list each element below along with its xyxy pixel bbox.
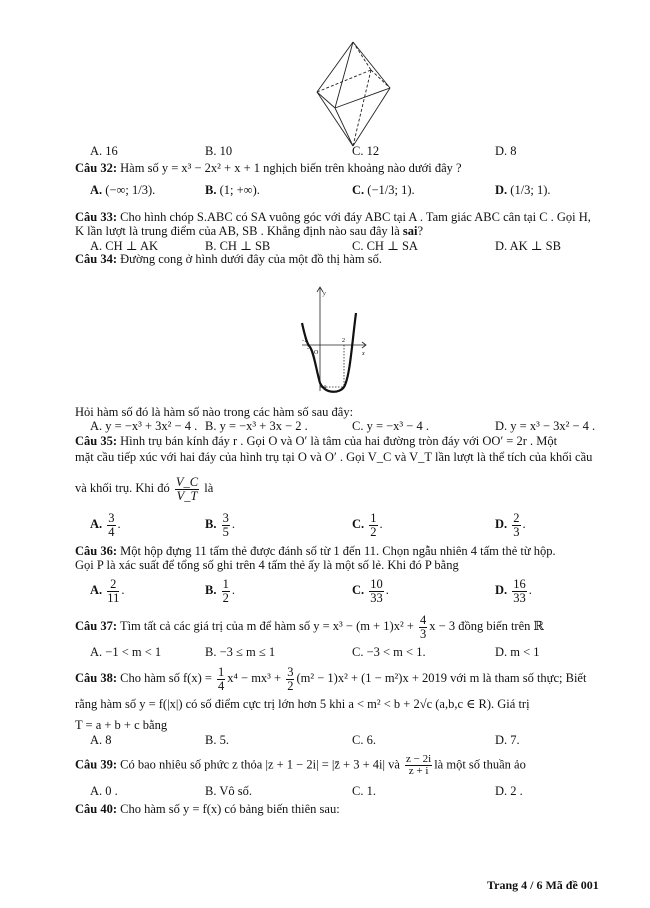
q39-text-pre: Có bao nhiêu số phức z thỏa |z + 1 − 2i| = |z̄ + 3 + 4i| và <box>120 757 400 772</box>
q35-line3-pre: và khối trụ. Khi đó <box>75 480 170 495</box>
q33-line2-post: ? <box>417 224 424 238</box>
q37-stem <box>75 614 544 640</box>
q33-line2-bold: sai <box>402 224 418 238</box>
q36-a-num: 2 <box>107 578 119 592</box>
q35-a-den: 4 <box>108 524 115 539</box>
q37-choice-d: D. m < 1 <box>495 645 540 659</box>
q37-frac-num: 4 <box>420 613 427 627</box>
q35-line3 <box>75 476 213 502</box>
q35-b-frac <box>222 512 230 538</box>
q33-label: Câu 33: <box>75 210 118 224</box>
q38-choice-c: C. 6. <box>352 733 376 747</box>
q39-choice-b: B. Vô số. <box>205 784 253 798</box>
q34-o-label: O <box>314 350 319 356</box>
q39-label: Câu 39: <box>75 757 118 772</box>
q39-choice-d: D. 2 . <box>495 784 523 798</box>
q35-d-den: 3 <box>513 524 520 539</box>
q32-c-text: (−1/3; 1). <box>367 183 415 197</box>
q35-a-num: 3 <box>108 511 115 525</box>
q36-c-num: 10 <box>370 577 383 591</box>
q35-c-num: 1 <box>370 511 377 525</box>
q31-choice-d <box>495 144 517 159</box>
q35-line1 <box>75 434 557 449</box>
q31-choice-a-text: A. 16 <box>90 144 118 158</box>
q32-d-letter: D. <box>495 183 508 197</box>
q32-choice-a <box>90 183 155 198</box>
q36-d-letter: D. <box>495 582 508 597</box>
q35-line3-post: là <box>204 480 214 495</box>
q35-c-frac <box>369 512 377 538</box>
q34-choice-d: D. y = x³ − 3x² − 4 . <box>495 419 596 433</box>
q37-frac <box>419 614 427 640</box>
q36-d-frac <box>512 578 527 604</box>
q35-d-frac <box>512 512 520 538</box>
q35-d-num: 2 <box>513 511 520 525</box>
q39-frac-num: z − 2i <box>406 753 432 765</box>
q36-d-den: 33 <box>513 590 526 605</box>
q31-choice-c-text: C. 12 <box>352 144 380 158</box>
q39-frac-den: z + i <box>408 765 429 777</box>
q34-label: Câu 34: <box>75 252 118 266</box>
q38-f1-num: 1 <box>218 665 225 679</box>
q38-choice-a: A. 8 <box>90 733 112 747</box>
q38-label: Câu 38: <box>75 670 118 685</box>
q35-c-letter: C. <box>352 516 365 531</box>
q37-text-pre: Tìm tất cả các giá trị của m để hàm số y = x³ − (m + 1)x² + <box>119 618 414 633</box>
q32-stem <box>75 161 462 176</box>
q36-d-num: 16 <box>513 577 526 591</box>
q32-a-text: (−∞; 1/3). <box>105 183 156 197</box>
q33-choice-b: B. CH ⊥ SB <box>205 239 271 253</box>
q35-c-den: 2 <box>370 524 377 539</box>
q38-frac2 <box>286 666 294 692</box>
q32-label: Câu 32: <box>75 161 118 175</box>
q35-choice-a: A. $\frac{3}{4}$ . <box>90 511 121 539</box>
q36-a-den: 11 <box>107 590 120 605</box>
q37-label: Câu 37: <box>75 618 118 633</box>
q38-line2: rằng hàm số y = f(|x|) có số điểm cực trị lớn hơn 5 khi a < m² < b + 2√c (a,b,c ∈ R). Giá trị <box>75 697 530 711</box>
q33-line2-pre: K lần lượt là trung điểm của AB, SB . Khẳng định nào sau đây là <box>75 224 403 238</box>
q38-choice-b: B. 5. <box>205 733 229 747</box>
q34-neg4-label: -4 <box>321 385 326 391</box>
q36-b-frac <box>222 578 230 604</box>
q40-text: Cho hàm số y = f(x) có bảng biến thiên sau: <box>120 802 340 816</box>
q36-b-den: 2 <box>222 590 229 605</box>
q36-label: Câu 36: <box>75 544 118 558</box>
q37-choice-c: C. −3 < m < 1. <box>352 645 426 659</box>
q36-line1 <box>75 544 556 559</box>
q35-text-line1: Hình trụ bán kính đáy r . Gọi O và O′ là tâm của hai đường tròn đáy với OO′ = 2r . Một <box>120 434 558 448</box>
q36-c-frac <box>369 578 384 604</box>
q31-choice-a <box>90 144 118 159</box>
q37-choice-b: B. −3 ≤ m ≤ 1 <box>205 645 276 659</box>
q40-label: Câu 40: <box>75 802 118 816</box>
q35-b-letter: B. <box>205 516 217 531</box>
q32-b-letter: B. <box>205 183 217 197</box>
q33-line2 <box>75 224 423 239</box>
q38-f1-den: 4 <box>218 678 225 693</box>
q34-x-label: x <box>362 351 365 357</box>
q34-two-label: 2 <box>342 338 345 344</box>
q35-a-frac <box>107 512 115 538</box>
q36-choice-b: B. $\frac{1}{2}$ . <box>205 577 235 605</box>
q39-text-post: là một số thuần ảo <box>434 757 526 772</box>
q36-line2: Gọi P là xác suất để tổng số ghi trên 4 tấm thẻ ấy là một số lẻ. Khi đó P bằng <box>75 558 459 572</box>
q32-b-text: (1; +∞). <box>219 183 260 197</box>
q36-a-frac <box>107 578 119 604</box>
q33-text-line1: Cho hình chóp S.ABC có SA vuông góc với đáy ABC tại A . Tam giác ABC cân tại C . Gọi H, <box>120 210 591 224</box>
q37-choice-a: A. −1 < m < 1 <box>90 645 162 659</box>
q35-ratio-den: V_T <box>176 488 198 503</box>
q40-stem <box>75 802 340 817</box>
q35-choice-b: B. $\frac{3}{5}$ . <box>205 511 235 539</box>
q38-frac1 <box>217 666 225 692</box>
q35-line2: mặt cầu tiếp xúc với hai đáy của hình trụ tại O và O′ . Gọi V_C và V_T lần lượt là thể tích của khối cầu <box>75 450 593 464</box>
q32-a-letter: A. <box>90 183 103 197</box>
q39-choice-a: A. 0 . <box>90 784 118 798</box>
q34-choice-a: A. y = −x³ + 3x² − 4 . <box>90 419 198 433</box>
q38-choice-d: D. 7. <box>495 733 520 747</box>
q35-b-num: 3 <box>222 511 229 525</box>
q38-line3: T = a + b + c bằng <box>75 718 168 732</box>
q35-choice-c: C. $\frac{1}{2}$ . <box>352 511 383 539</box>
q32-choice-b <box>205 183 260 198</box>
q34-choice-c: C. y = −x³ − 4 . <box>352 419 429 433</box>
q35-ratio-fraction <box>175 476 199 502</box>
q35-label: Câu 35: <box>75 434 118 448</box>
q32-c-letter: C. <box>352 183 365 197</box>
q39-frac <box>405 754 432 777</box>
q38-f2-num: 3 <box>287 665 294 679</box>
q35-a-letter: A. <box>90 516 103 531</box>
q33-line1 <box>75 210 591 225</box>
q38-line1-mid: x⁴ − mx³ + <box>227 670 282 685</box>
q38-line1-pre: Cho hàm số f(x) = <box>120 670 212 685</box>
q38-line1 <box>75 666 586 692</box>
q36-choice-a: A. $\frac{2}{11}$ . <box>90 577 125 605</box>
octahedron-figure <box>305 40 400 150</box>
q32-choice-d <box>495 183 551 198</box>
q36-b-num: 1 <box>222 577 229 591</box>
q39-stem <box>75 754 526 777</box>
q34-text: Đường cong ở hình dưới đây của một đồ thị hàm số. <box>120 252 382 266</box>
q31-choice-c <box>352 144 379 159</box>
q35-ratio-num: V_C <box>175 475 199 489</box>
q32-choice-c <box>352 183 415 198</box>
q35-choice-d: D. $\frac{2}{3}$ . <box>495 511 526 539</box>
q38-f2-den: 2 <box>287 678 294 693</box>
q31-choice-d-text: D. 8 <box>495 144 517 158</box>
q39-choice-c: C. 1. <box>352 784 376 798</box>
q36-choice-c: C. $\frac{10}{33}$ . <box>352 577 389 605</box>
q32-d-text: (1/3; 1). <box>510 183 551 197</box>
q34-neg1-label: -1 <box>302 338 307 344</box>
q36-a-letter: A. <box>90 582 103 597</box>
q36-choice-d: D. $\frac{16}{33}$ . <box>495 577 532 605</box>
q36-c-den: 33 <box>370 590 383 605</box>
q31-choice-b <box>205 144 232 159</box>
q34-y-label: y <box>323 291 326 297</box>
q35-b-den: 5 <box>222 524 229 539</box>
q34-curve <box>302 313 356 392</box>
q31-choice-b-text: B. 10 <box>205 144 233 158</box>
q33-choice-d: D. AK ⊥ SB <box>495 239 561 253</box>
q38-line1-post: (m² − 1)x² + (1 − m²)x + 2019 với m là tham số thực; Biết <box>296 670 587 685</box>
q34-question: Hỏi hàm số đó là hàm số nào trong các hàm số sau đây: <box>75 405 354 419</box>
q33-choice-a: A. CH ⊥ AK <box>90 239 159 253</box>
q36-text-line1: Một hộp đựng 11 tấm thẻ được đánh số từ 1 đến 11. Chọn ngẫu nhiên 4 tấm thẻ từ hộp. <box>120 544 556 558</box>
q34-graph <box>300 283 370 395</box>
q34-choice-b: B. y = −x³ + 3x − 2 . <box>205 419 308 433</box>
q32-text: Hàm số y = x³ − 2x² + x + 1 nghịch biến trên khoảng nào dưới đây ? <box>120 161 462 175</box>
q33-choice-c: C. CH ⊥ SA <box>352 239 418 253</box>
page-footer: Trang 4 / 6 Mã đề 001 <box>487 878 599 892</box>
q34-stem <box>75 252 382 267</box>
q36-c-letter: C. <box>352 582 365 597</box>
q37-frac-den: 3 <box>420 626 427 641</box>
q35-d-letter: D. <box>495 516 508 531</box>
q37-text-post: x − 3 đồng biến trên ℝ <box>429 618 544 633</box>
q36-b-letter: B. <box>205 582 217 597</box>
